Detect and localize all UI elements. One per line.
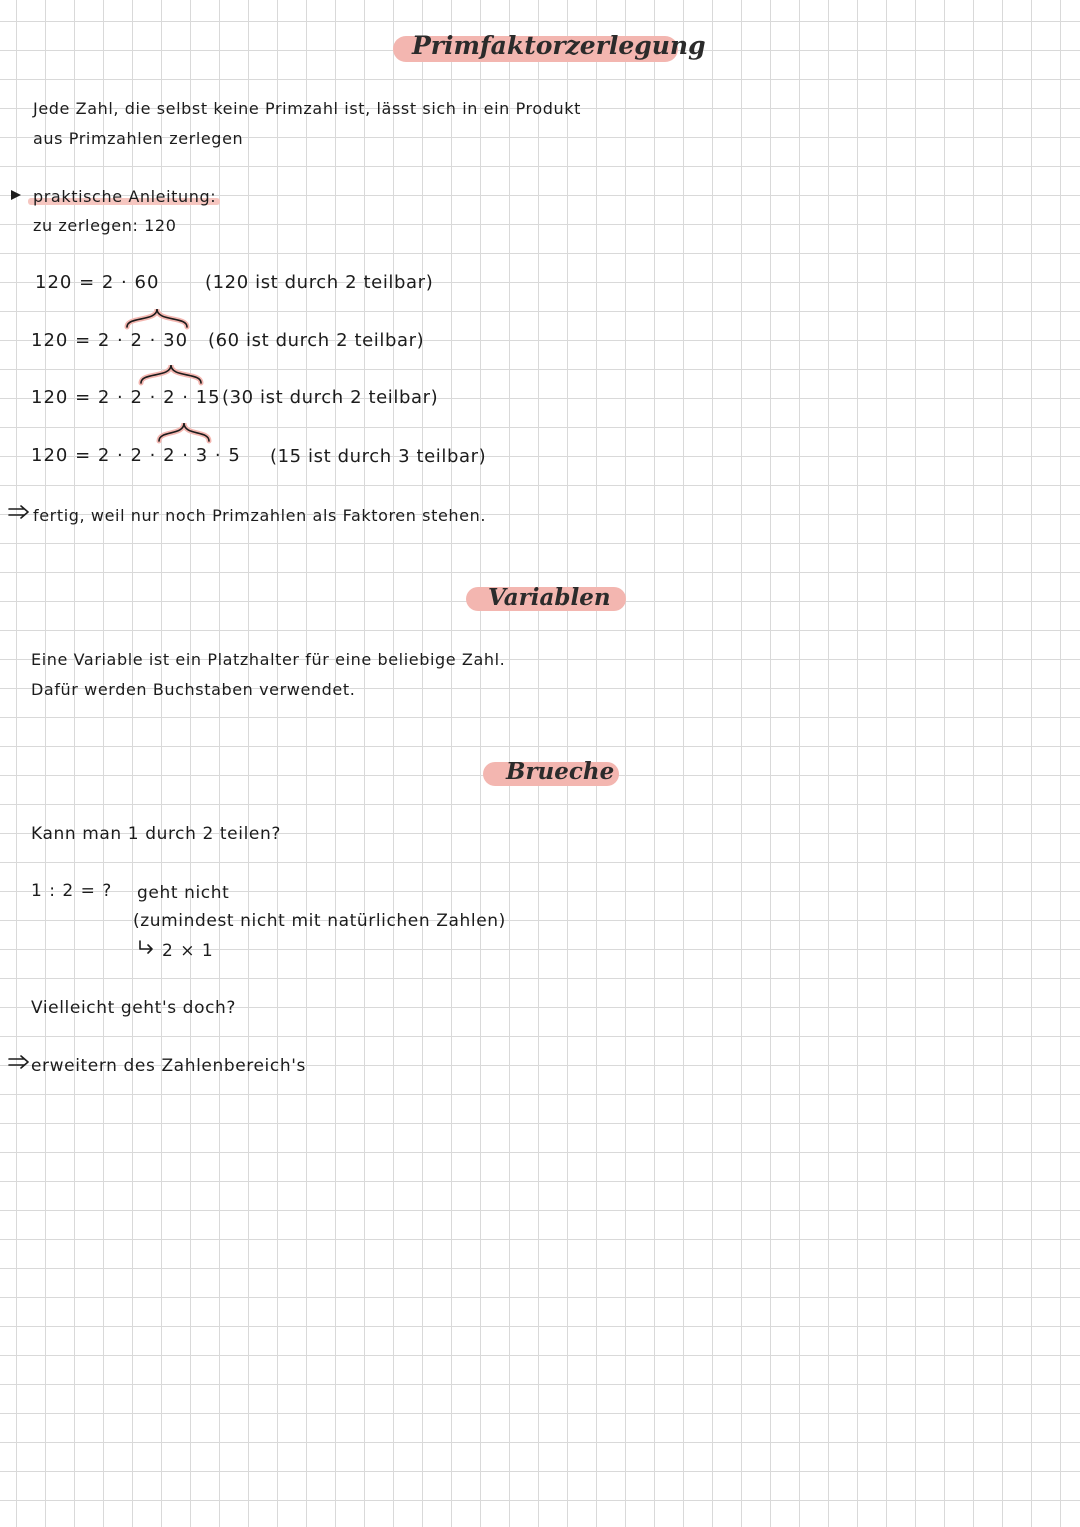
brace-icon <box>138 362 204 386</box>
implies-arrow-icon <box>8 1055 30 1069</box>
variablen-line2: Dafür werden Buchstaben verwendet. <box>31 680 356 699</box>
step-1-note: (120 ist durch 2 teilbar) <box>205 272 434 293</box>
brueche-answer: geht nicht <box>137 883 230 903</box>
guide-label: praktische Anleitung: <box>33 187 217 206</box>
step-4-equation: 120 = 2 · 2 · 2 · 3 · 5 <box>31 445 241 466</box>
to-decompose: zu zerlegen: 120 <box>33 216 177 235</box>
brace-icon <box>124 306 190 330</box>
brace-icon <box>156 420 212 444</box>
primfaktor-title: Primfaktorzerlegung <box>412 31 706 60</box>
bullet-icon <box>9 188 23 202</box>
step-1-equation: 120 = 2 · 60 <box>35 272 160 293</box>
primfaktor-intro-line1: Jede Zahl, die selbst keine Primzahl ist, lässt sich in ein Produkt <box>33 99 582 118</box>
variablen-line1: Eine Variable ist ein Platzhalter für eine beliebige Zahl. <box>31 650 506 669</box>
primfaktor-intro-line2: aus Primzahlen zerlegen <box>33 129 244 148</box>
step-2-note: (60 ist durch 2 teilbar) <box>208 330 425 351</box>
step-2-equation: 120 = 2 · 2 · 30 <box>31 330 189 351</box>
brueche-title: Brueche <box>506 758 615 785</box>
brueche-conclusion: erweitern des Zahlenbereich's <box>31 1056 306 1076</box>
implies-arrow-icon <box>8 505 30 519</box>
variablen-title: Variablen <box>488 584 611 611</box>
brueche-expression: 1 : 2 = ? <box>31 881 113 901</box>
step-4-note: (15 ist durch 3 teilbar) <box>270 446 487 467</box>
step-3-note: (30 ist durch 2 teilbar) <box>222 387 439 408</box>
brueche-arrow-result: 2 × 1 <box>162 941 214 961</box>
brueche-clarification: (zumindest nicht mit natürlichen Zahlen) <box>133 911 506 931</box>
brueche-maybe: Vielleicht geht's doch? <box>31 998 237 1018</box>
return-arrow-icon <box>137 940 155 956</box>
primfaktor-conclusion: fertig, weil nur noch Primzahlen als Faktoren stehen. <box>33 506 487 525</box>
step-3-equation: 120 = 2 · 2 · 2 · 15 <box>31 387 221 408</box>
brueche-question: Kann man 1 durch 2 teilen? <box>31 824 281 844</box>
